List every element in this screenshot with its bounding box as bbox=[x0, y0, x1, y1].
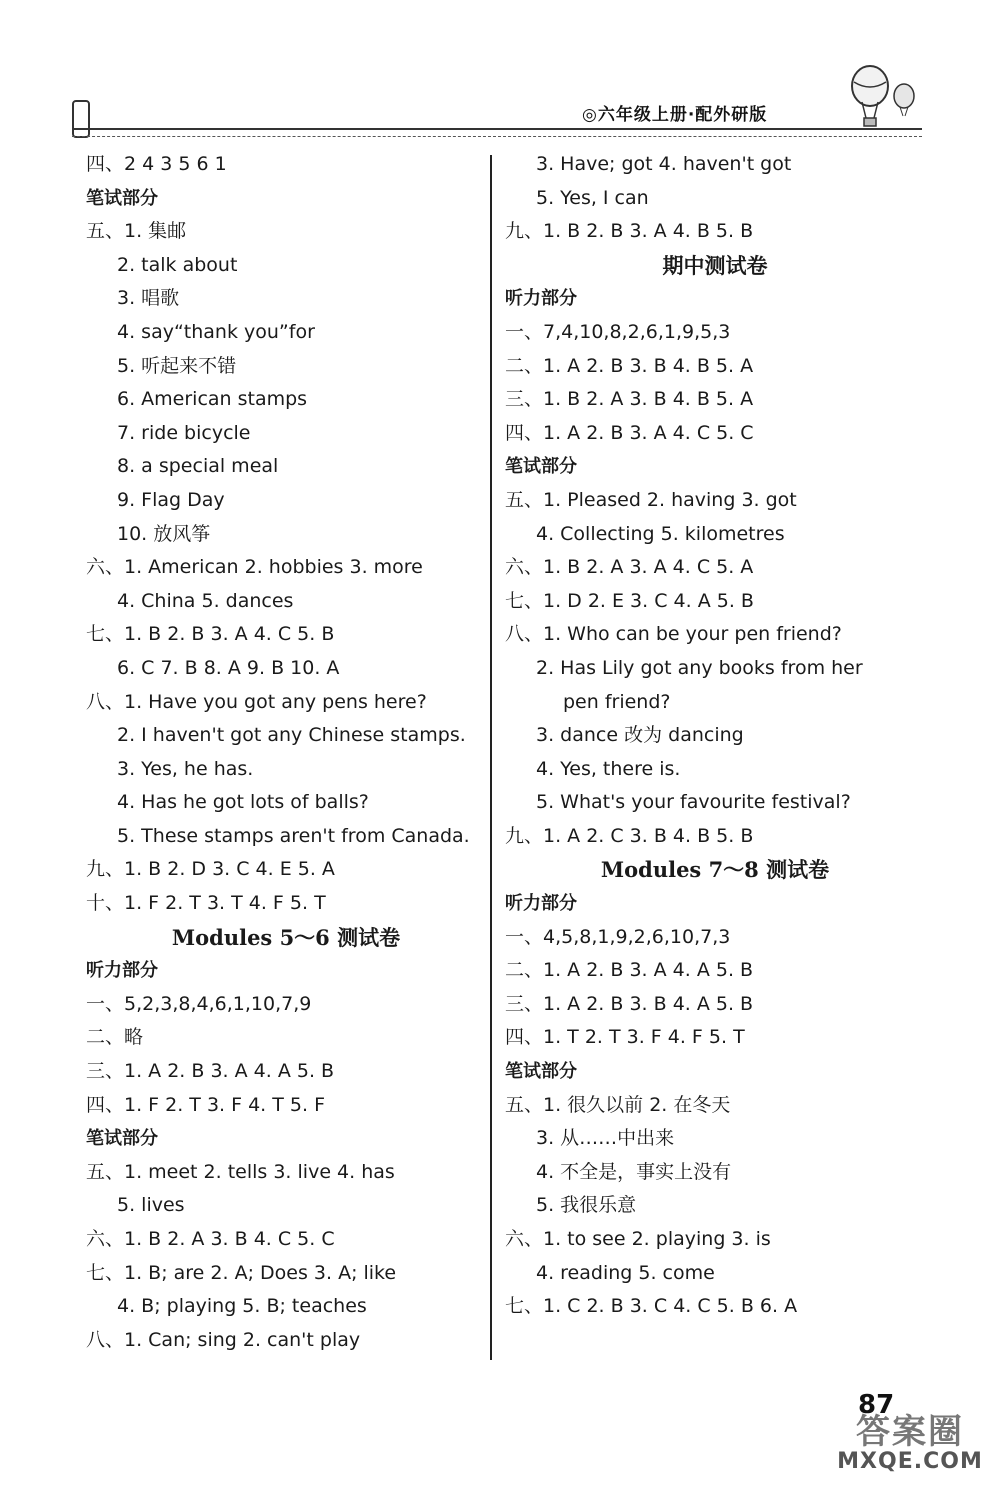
answer-line: 4. say“thank you”for bbox=[117, 320, 315, 343]
answer-line: 8. a special meal bbox=[117, 455, 279, 478]
answer-line: 四、1. T 2. T 3. F 4. F 5. T bbox=[505, 1026, 745, 1049]
answer-line: 三、1. A 2. B 3. B 4. A 5. B bbox=[505, 992, 754, 1015]
column-divider bbox=[490, 155, 492, 1360]
answer-line: 5. What's your favourite festival? bbox=[536, 791, 851, 814]
answer-line: 5. 听起来不错 bbox=[117, 354, 237, 377]
answer-line: 3. Yes, he has. bbox=[117, 757, 254, 780]
answer-line: 二、1. A 2. B 3. A 4. A 5. B bbox=[505, 959, 754, 982]
answer-line: pen friend? bbox=[563, 690, 671, 713]
answer-line: 六、1. B 2. A 3. A 4. C 5. A bbox=[505, 556, 754, 579]
answer-line: 5. lives bbox=[117, 1194, 185, 1217]
answer-line: 2. Has Lily got any books from her bbox=[536, 656, 863, 679]
watermark-logo bbox=[826, 1404, 994, 1490]
section-header: 笔试部分 bbox=[86, 1128, 158, 1150]
section-header: 听力部分 bbox=[86, 960, 158, 982]
answer-line: 八、1. Who can be your pen friend? bbox=[505, 623, 842, 646]
test-title: 期中测试卷 bbox=[662, 252, 768, 278]
answer-line: 4. B; playing 5. B; teaches bbox=[117, 1295, 367, 1318]
answer-line: 七、1. B; are 2. A; Does 3. A; like bbox=[86, 1261, 397, 1284]
page-number: 87 bbox=[858, 1390, 895, 1420]
answer-line: 3. 从……中出来 bbox=[536, 1127, 675, 1150]
answer-line: 六、1. American 2. hobbies 3. more bbox=[86, 556, 423, 579]
answer-line: 八、1. Have you got any pens here? bbox=[86, 690, 427, 713]
answer-line: 一、7,4,10,8,2,6,1,9,5,3 bbox=[505, 320, 731, 343]
right-column bbox=[505, 148, 925, 1324]
answer-line: 5. Yes, I can bbox=[536, 186, 649, 209]
answer-line: 十、1. F 2. T 3. T 4. F 5. T bbox=[86, 892, 326, 915]
watermark-domain: MXQE.COM bbox=[837, 1449, 983, 1474]
answer-line: 四、1. A 2. B 3. A 4. C 5. C bbox=[505, 421, 754, 444]
answer-line: 二、略 bbox=[86, 1026, 144, 1049]
answer-line: 10. 放风筝 bbox=[117, 522, 211, 545]
answer-line: 4. Collecting 5. kilometres bbox=[536, 522, 785, 545]
header-rule bbox=[72, 128, 922, 137]
section-header: 笔试部分 bbox=[86, 187, 158, 209]
answer-line: 七、1. B 2. B 3. A 4. C 5. B bbox=[86, 623, 335, 646]
section-header: 笔试部分 bbox=[505, 1061, 577, 1083]
header-title: ◎六年级上册·配外研版 bbox=[582, 105, 768, 125]
answer-line: 六、1. to see 2. playing 3. is bbox=[505, 1228, 771, 1250]
answer-line: 3. 唱歌 bbox=[117, 287, 180, 310]
answer-line: 4. China 5. dances bbox=[117, 589, 294, 612]
answer-line: 七、1. C 2. B 3. C 4. C 5. B 6. A bbox=[505, 1295, 798, 1318]
answer-line: 七、1. D 2. E 3. C 4. A 5. B bbox=[505, 589, 754, 612]
answer-line: 4. reading 5. come bbox=[536, 1261, 715, 1284]
answer-line: 五、1. 集邮 bbox=[86, 220, 187, 243]
answer-line: 4. Has he got lots of balls? bbox=[117, 791, 369, 814]
answer-line: 九、1. B 2. D 3. C 4. E 5. A bbox=[86, 858, 335, 881]
answer-line: 5. 我很乐意 bbox=[536, 1194, 637, 1217]
answer-line: 五、1. meet 2. tells 3. live 4. has bbox=[86, 1160, 395, 1183]
answer-line: 二、1. A 2. B 3. B 4. B 5. A bbox=[505, 354, 754, 377]
answer-line: 六、1. B 2. A 3. B 4. C 5. C bbox=[86, 1228, 335, 1250]
answer-line: 九、1. A 2. C 3. B 4. B 5. B bbox=[505, 824, 754, 847]
answer-line: 7. ride bicycle bbox=[117, 421, 251, 444]
answer-line: 五、1. 很久以前 2. 在冬天 bbox=[505, 1093, 731, 1116]
hot-air-balloon-icon bbox=[846, 62, 918, 132]
answer-line: 三、1. A 2. B 3. A 4. A 5. B bbox=[86, 1060, 335, 1083]
answer-line: 2. I haven't got any Chinese stamps. bbox=[117, 724, 466, 747]
answer-line: 九、1. B 2. B 3. A 4. B 5. B bbox=[505, 220, 754, 243]
answer-line: 一、5,2,3,8,4,6,1,10,7,9 bbox=[86, 992, 312, 1015]
answer-line: 5. These stamps aren't from Canada. bbox=[117, 824, 470, 847]
left-column bbox=[86, 148, 486, 1357]
answer-line: 9. Flag Day bbox=[117, 488, 225, 511]
answer-line: 四、2 4 3 5 6 1 bbox=[86, 153, 227, 175]
watermark-main: 答案圈 bbox=[856, 1412, 964, 1452]
answer-line: 2. talk about bbox=[117, 253, 238, 276]
section-header: 笔试部分 bbox=[505, 456, 577, 478]
answer-line: 6. C 7. B 8. A 9. B 10. A bbox=[117, 656, 340, 679]
test-title: Modules 5～6 测试卷 bbox=[171, 924, 401, 950]
test-title: Modules 7～8 测试卷 bbox=[600, 857, 830, 883]
answer-line: 3. dance 改为 dancing bbox=[536, 724, 744, 747]
answer-line: 一、4,5,8,1,9,2,6,10,7,3 bbox=[505, 925, 731, 948]
answer-line: 4. Yes, there is. bbox=[536, 757, 681, 780]
section-header: 听力部分 bbox=[505, 288, 577, 310]
answer-line: 三、1. B 2. A 3. B 4. B 5. A bbox=[505, 388, 754, 411]
answer-line: 四、1. F 2. T 3. F 4. T 5. F bbox=[86, 1093, 325, 1116]
answer-line: 八、1. Can; sing 2. can't play bbox=[86, 1328, 361, 1351]
answer-line: 五、1. Pleased 2. having 3. got bbox=[505, 488, 797, 511]
answer-line: 6. American stamps bbox=[117, 388, 308, 411]
section-header: 听力部分 bbox=[505, 893, 577, 915]
answer-line: 3. Have; got 4. haven't got bbox=[536, 153, 792, 175]
answer-line: 4. 不全是，事实上没有 bbox=[536, 1160, 732, 1183]
